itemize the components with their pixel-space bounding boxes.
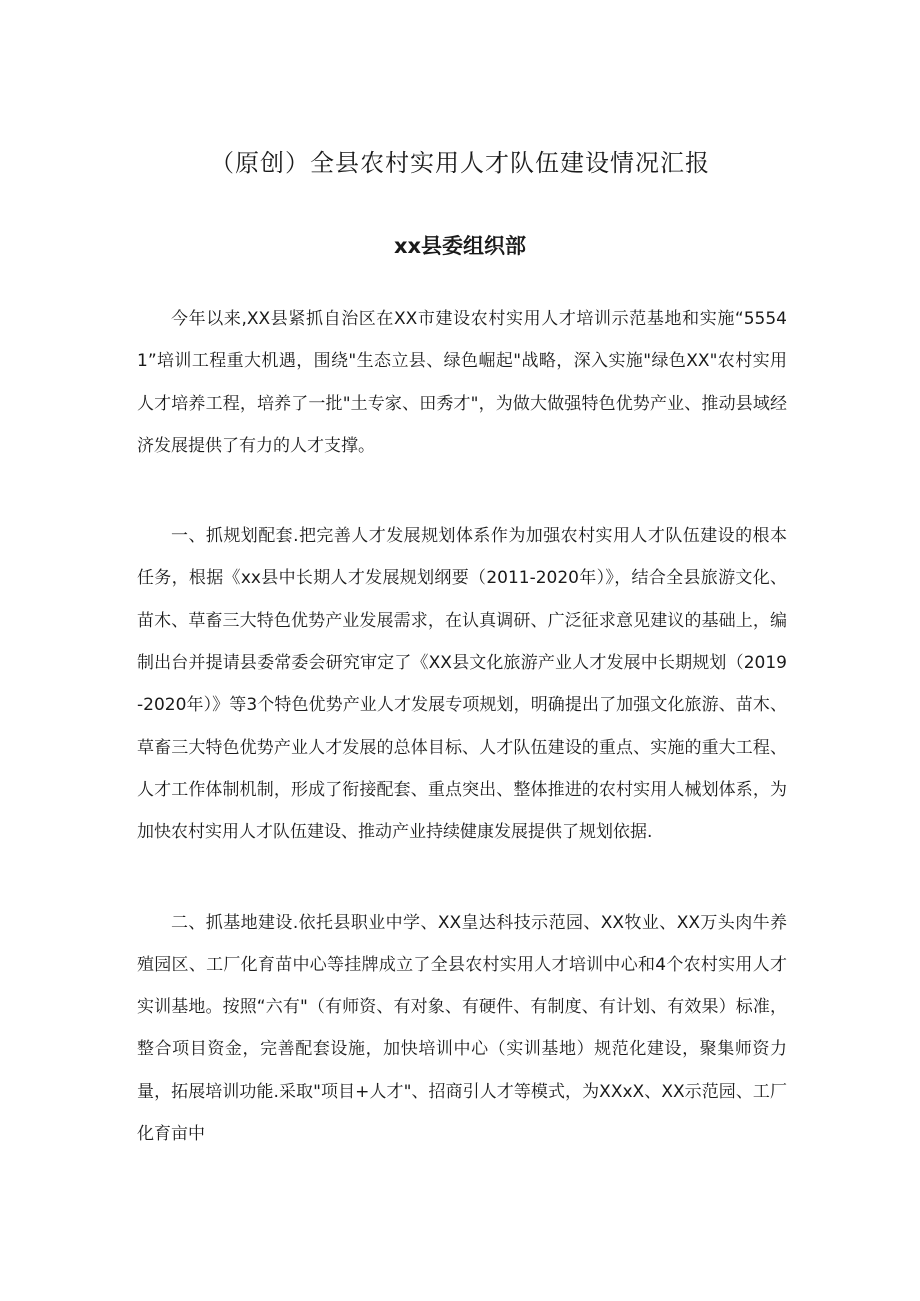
document-body <box>137 298 787 1155</box>
paragraph-intro: 今年以来,XX县紧抓自治区在XX市建设农村实用人才培训示范基地和实施“55541”培训工程重大机遇，围绕"生态立县、绿色崛起"战略，深入实施"绿色XX"农村实用人才培养工程，培养了一批"土专家、田秀才"，为做大做强特色优势产业、推动县域经济发展提供了有力的人才支撑。 <box>137 309 787 456</box>
paragraph-base-construction: 二、抓基地建设.依托县职业中学、XX皇达科技示范园、XX牧业、XX万头肉牛养殖园区、工厂化育苗中心等挂牌成立了全县农村实用人才培训中心和4个农村实用人才实训基地。按照“六有"（有师资、有对象、有硬件、有制度、有计划、有效果）标准，整合项目资金，完善配套设施，加快培训中心（实训基地）规范化建设，聚集师资力量，拓展培训功能.采取"项目+人才"、招商引人才等模式，为XXxX、XX示范园、工厂化育亩中 <box>137 912 787 1145</box>
paragraph-planning: 一、抓规划配套.把完善人才发展规划体系作为加强农村实用人才队伍建设的根本任务，根据《xx县中长期人才发展规划纲要（2011-2020年）》，结合全县旅游文化、苗木、草畜三大特色优势产业发展需求，在认真调研、广泛征求意见建议的基础上，编制出台并提请县委常委会研究审定了《XX县文化旅游产业人才发展中长期规划（2019-2020年）》等3个特色优势产业人才发展专项规划，明确提出了加强文化旅游、苗木、草畜三大特色优势产业人才发展的总体目标、人才队伍建设的重点、实施的重大工程、人才工作体制机制，形成了衔接配套、重点突出、整体推进的农村实用人械划体系，为加快农村实用人才队伍建设、推动产业持续健康发展提供了规划依据. <box>137 526 787 843</box>
document-author: xx县委组织部 <box>393 234 527 258</box>
document-title: （原创）全县农村实用人才队伍建设情况汇报 <box>210 149 710 177</box>
